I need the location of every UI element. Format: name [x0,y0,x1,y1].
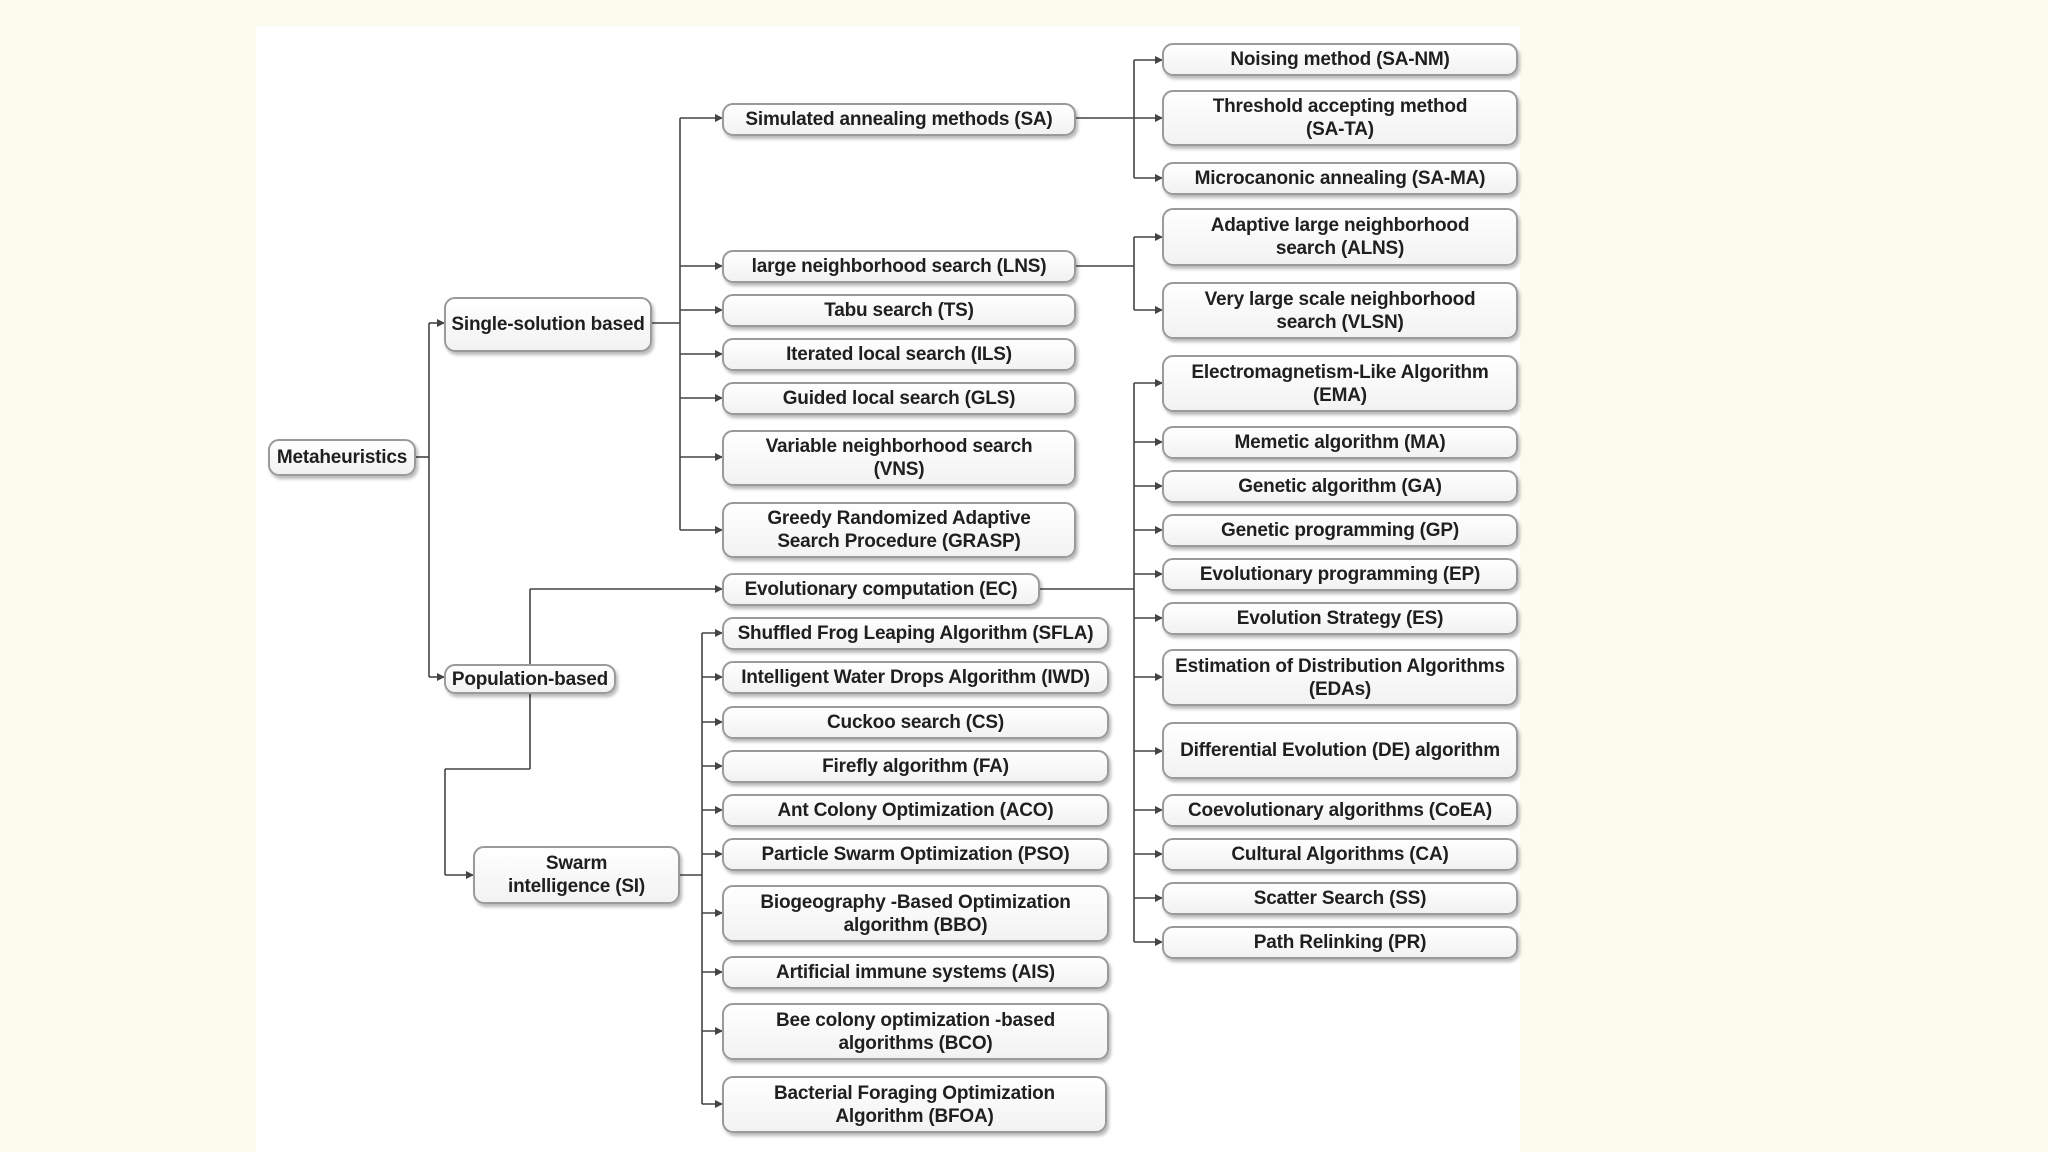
node-population-based: Population-based [444,664,616,694]
node-metaheuristics: Metaheuristics [268,439,416,476]
node-iterated-local-search: Iterated local search (ILS) [722,338,1076,371]
node-estimation-of-distribution: Estimation of Distribution Algorithms (EDAs) [1162,649,1518,706]
node-simulated-annealing: Simulated annealing methods (SA) [722,103,1076,136]
node-bacterial-foraging-optimization: Bacterial Foraging Optimization Algorithm (BFOA) [722,1076,1107,1133]
node-electromagnetism-like: Electromagnetism-Like Algorithm (EMA) [1162,355,1518,412]
node-memetic-algorithm: Memetic algorithm (MA) [1162,426,1518,459]
node-intelligent-water-drops: Intelligent Water Drops Algorithm (IWD) [722,661,1109,694]
node-evolutionary-programming: Evolutionary programming (EP) [1162,558,1518,591]
node-scatter-search: Scatter Search (SS) [1162,882,1518,915]
node-guided-local-search: Guided local search (GLS) [722,382,1076,415]
node-artificial-immune-systems: Artificial immune systems (AIS) [722,956,1109,989]
node-adaptive-lns: Adaptive large neighborhood search (ALNS) [1162,208,1518,266]
node-cultural-algorithms: Cultural Algorithms (CA) [1162,838,1518,871]
node-single-solution-based: Single-solution based [444,297,652,352]
node-bee-colony-optimization: Bee colony optimization -based algorithms (BCO) [722,1003,1109,1060]
node-evolutionary-computation: Evolutionary computation (EC) [722,573,1040,606]
node-large-neighborhood-search: large neighborhood search (LNS) [722,250,1076,283]
node-very-large-scale-ns: Very large scale neighborhood search (VLSN) [1162,282,1518,339]
node-cuckoo-search: Cuckoo search (CS) [722,706,1109,739]
node-biogeography-based-optimization: Biogeography -Based Optimization algorithm (BBO) [722,885,1109,942]
node-shuffled-frog-leaping: Shuffled Frog Leaping Algorithm (SFLA) [722,617,1109,650]
node-coevolutionary-algorithms: Coevolutionary algorithms (CoEA) [1162,794,1518,827]
node-evolution-strategy: Evolution Strategy (ES) [1162,602,1518,635]
node-differential-evolution: Differential Evolution (DE) algorithm [1162,722,1518,779]
node-variable-neighborhood-search: Variable neighborhood search (VNS) [722,430,1076,486]
node-threshold-accepting: Threshold accepting method (SA-TA) [1162,90,1518,146]
node-genetic-algorithm: Genetic algorithm (GA) [1162,470,1518,503]
node-swarm-intelligence: Swarm intelligence (SI) [473,846,680,904]
node-tabu-search: Tabu search (TS) [722,294,1076,327]
node-grasp: Greedy Randomized Adaptive Search Procedure (GRASP) [722,502,1076,558]
node-ant-colony-optimization: Ant Colony Optimization (ACO) [722,794,1109,827]
node-path-relinking: Path Relinking (PR) [1162,926,1518,959]
node-firefly-algorithm: Firefly algorithm (FA) [722,750,1109,783]
node-microcanonic-annealing: Microcanonic annealing (SA-MA) [1162,162,1518,195]
node-particle-swarm-optimization: Particle Swarm Optimization (PSO) [722,838,1109,871]
node-genetic-programming: Genetic programming (GP) [1162,514,1518,547]
node-noising-method: Noising method (SA-NM) [1162,43,1518,76]
